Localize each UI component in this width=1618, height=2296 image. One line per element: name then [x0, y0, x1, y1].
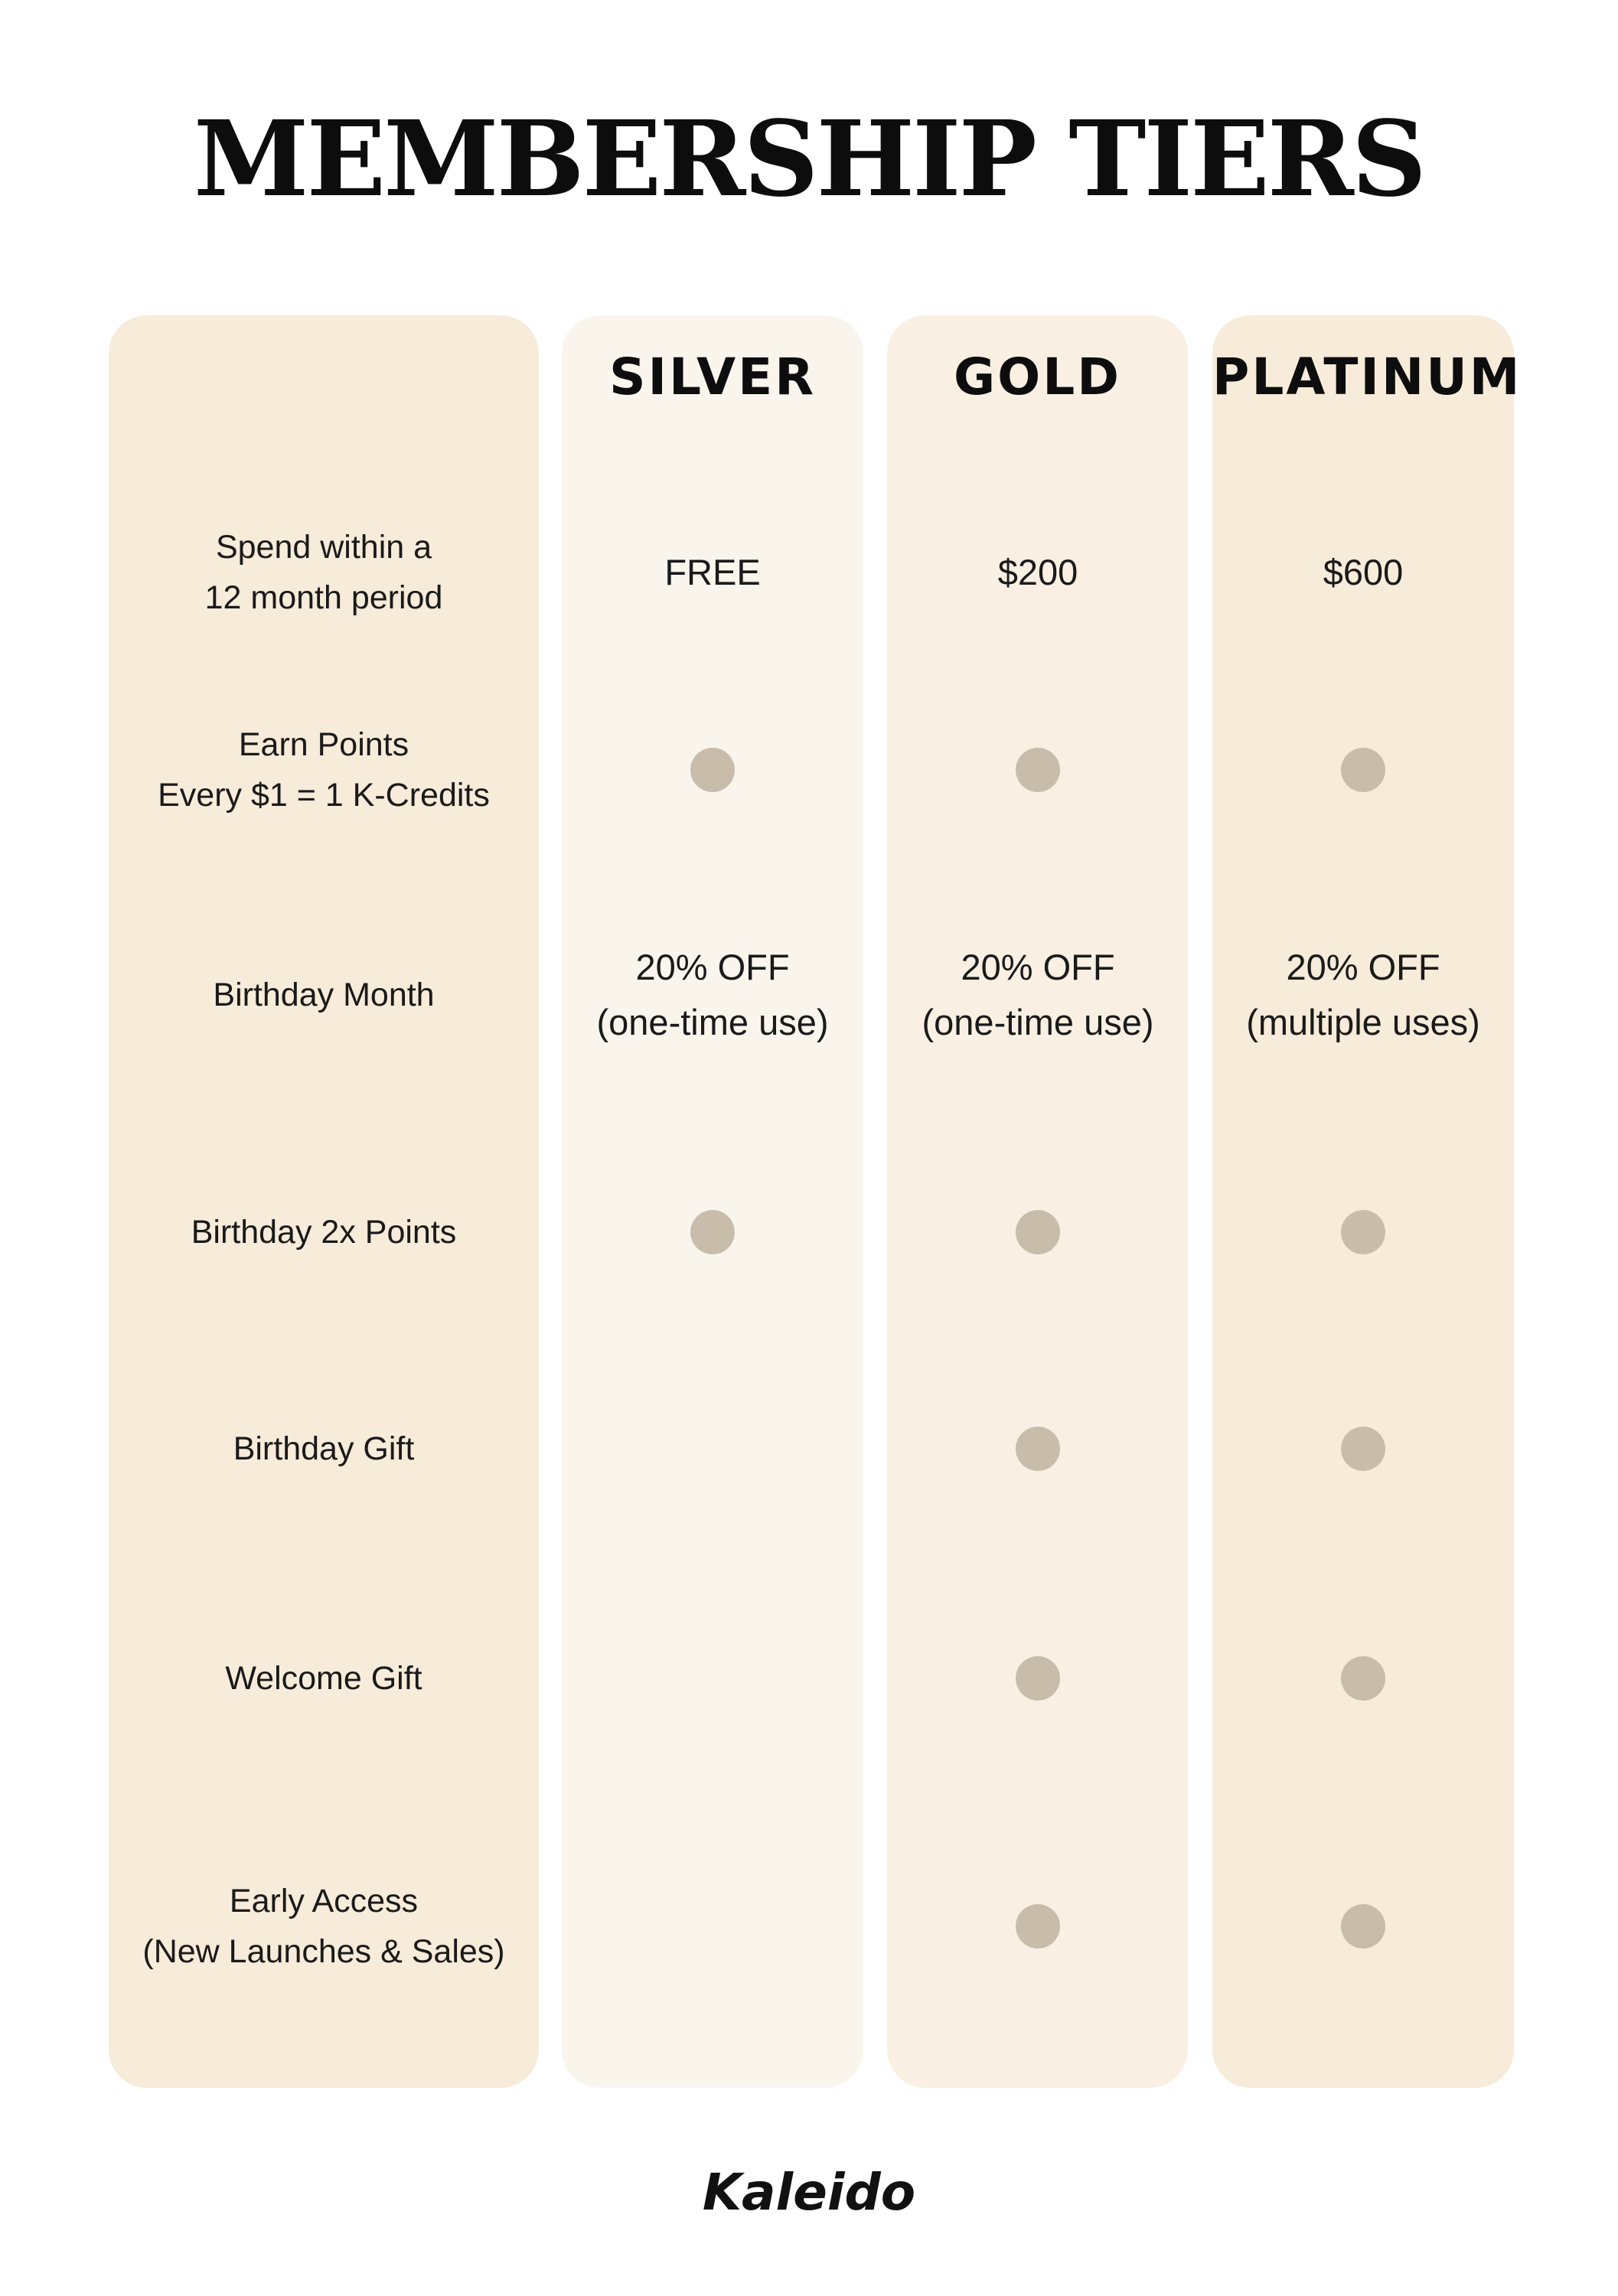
row-label-line: Every $1 = 1 K-Credits [158, 777, 490, 814]
row-label-birthday-gift [109, 1424, 539, 1474]
row-label-line: (New Launches & Sales) [142, 1933, 505, 1970]
included-dot-icon [690, 1210, 735, 1254]
cell-text-line: 20% OFF [961, 947, 1115, 987]
cell-spend-silver [563, 545, 862, 600]
row-label-welcome-gift [109, 1653, 539, 1704]
cell-text-line: $200 [997, 552, 1078, 592]
included-dot-icon [1341, 1427, 1385, 1471]
row-label-line: Early Access [229, 1883, 419, 1919]
cell-text-line: 20% OFF [635, 947, 790, 987]
brand-logo: Kaleido [702, 2163, 916, 2222]
included-dot-icon [1341, 1904, 1385, 1949]
cell-text-line: (one-time use) [596, 1002, 829, 1042]
row-label-line: 12 month period [204, 579, 443, 616]
cell-text-line: (one-time use) [922, 1002, 1154, 1042]
cell-birthday-month-silver [563, 940, 862, 1050]
row-label-line: Birthday 2x Points [191, 1214, 457, 1251]
cell-text-line: FREE [664, 552, 761, 592]
row-label-early-access [109, 1876, 539, 1977]
cell-text-line: 20% OFF [1286, 947, 1440, 987]
row-label-line: Birthday Gift [233, 1430, 415, 1467]
tier-header-silver: SILVER [608, 347, 817, 406]
cell-text-line: $600 [1323, 552, 1404, 592]
row-label-line: Welcome Gift [225, 1660, 422, 1697]
included-dot-icon [1016, 1427, 1060, 1471]
included-dot-icon [1341, 1210, 1385, 1254]
cell-text-line: (multiple uses) [1246, 1002, 1480, 1042]
included-dot-icon [1341, 1656, 1385, 1701]
included-dot-icon [1016, 748, 1060, 792]
included-dot-icon [1016, 1904, 1060, 1949]
row-label-spend [109, 522, 539, 623]
cell-birthday-month-gold [889, 940, 1187, 1050]
tier-header-platinum: PLATINUM [1212, 347, 1522, 406]
included-dot-icon [1016, 1210, 1060, 1254]
cell-birthday-month-platinum [1214, 940, 1512, 1050]
included-dot-icon [1341, 748, 1385, 792]
row-label-birthday-2x-points [109, 1207, 539, 1257]
included-dot-icon [690, 748, 735, 792]
cell-spend-gold [889, 545, 1187, 600]
row-label-birthday-month [109, 970, 539, 1020]
row-label-line: Earn Points [238, 726, 409, 763]
cell-spend-platinum [1214, 545, 1512, 600]
row-label-line: Birthday Month [213, 977, 435, 1013]
row-label-earn-points [109, 719, 539, 820]
page-title: MEMBERSHIP TIERS [193, 98, 1425, 220]
included-dot-icon [1016, 1656, 1060, 1701]
row-label-line: Spend within a [215, 529, 432, 566]
tier-header-gold: GOLD [953, 347, 1122, 406]
